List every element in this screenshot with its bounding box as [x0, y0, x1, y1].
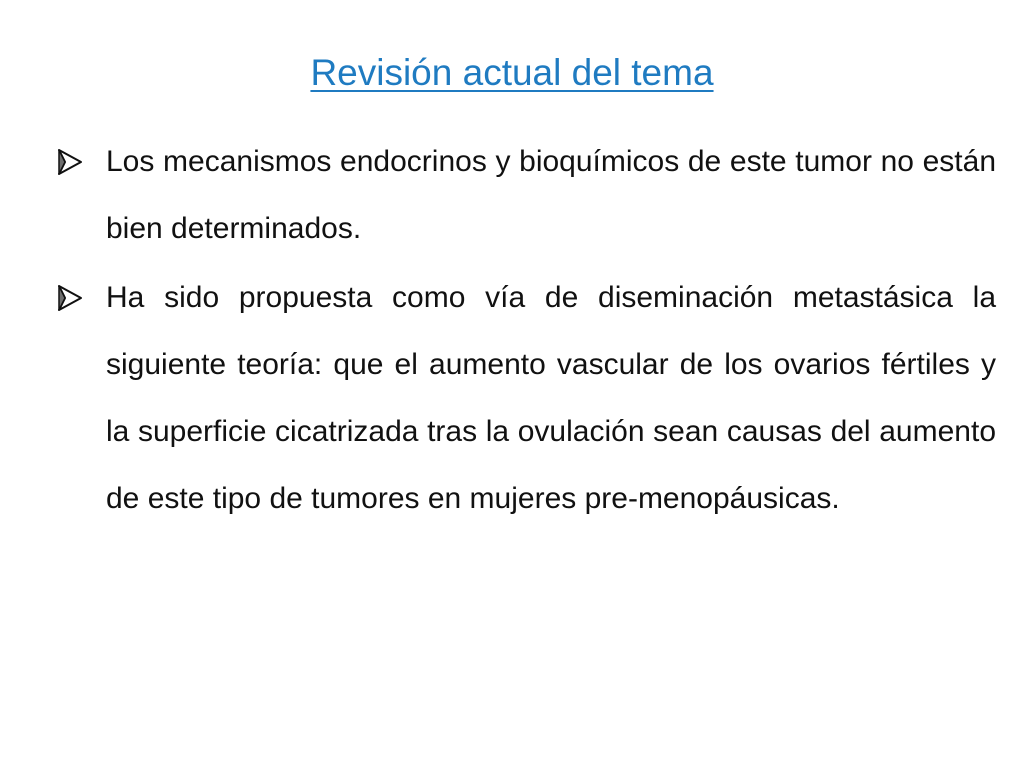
bullet-item [56, 264, 996, 532]
bullet-item [56, 128, 996, 262]
arrow-bullet-icon [56, 148, 84, 176]
bullet-text: Los mecanismos endocrinos y bioquímicos de este tumor no están bien determinados. [106, 145, 996, 245]
bullet-text: Ha sido propuesta como vía de diseminación metastásica la siguiente teoría: que el aumento vascular de los ovarios fértiles y la superficie cicatrizada tras la ovulación sean causas del aumento de este tipo de tumores en mujeres pre-menopáusicas. [106, 281, 996, 515]
slide-title: Revisión actual del tema [310, 52, 714, 93]
arrow-bullet-icon [56, 284, 84, 312]
bullet-list [56, 128, 996, 534]
